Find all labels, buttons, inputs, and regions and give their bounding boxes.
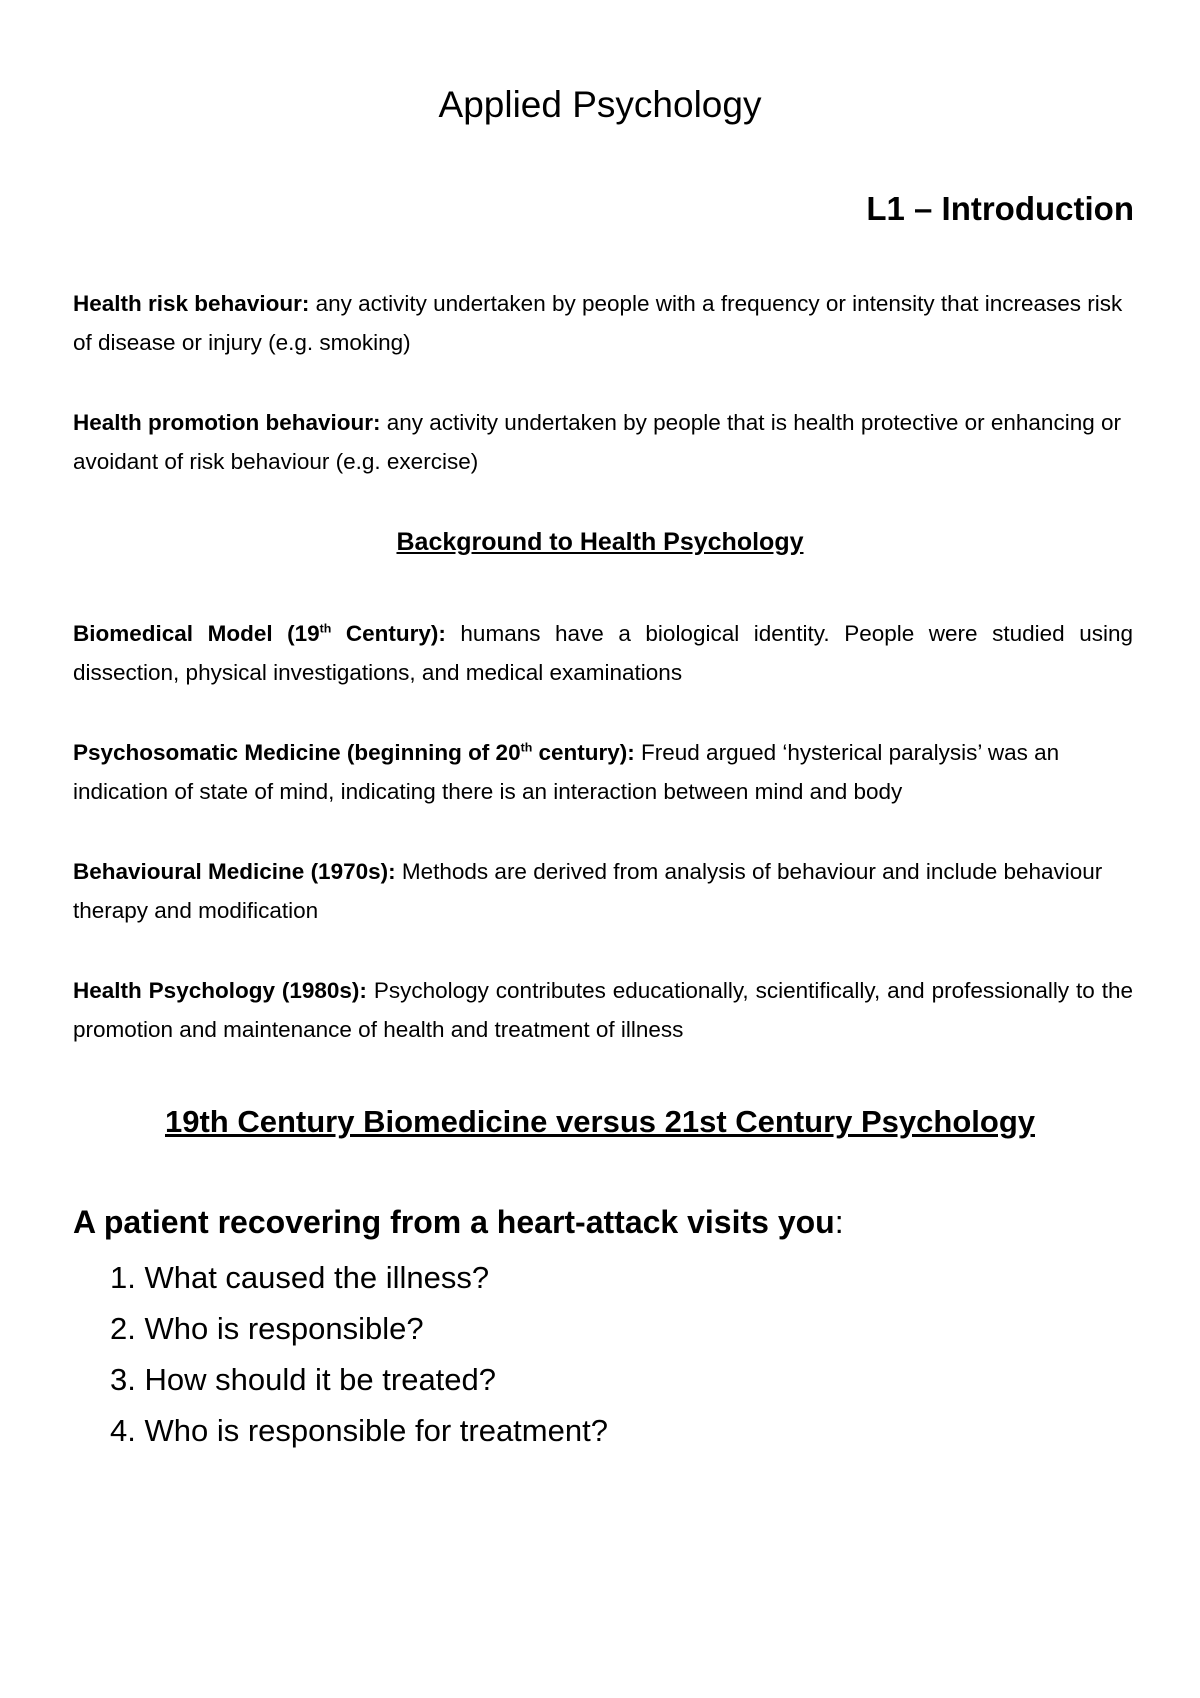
lecture-heading: L1 – Introduction [866, 190, 1134, 227]
question-list [110, 1252, 608, 1456]
patient-question-heading: A patient recovering from a heart-attack visits you: [73, 1204, 844, 1240]
definition-health-risk [73, 284, 1133, 362]
behavioural-medicine-paragraph [73, 852, 1133, 930]
health-psychology-paragraph [73, 971, 1133, 1049]
list-item: 1. What caused the illness? [110, 1260, 490, 1295]
psychosomatic-medicine-term: Psychosomatic Medicine (beginning of 20th century): [73, 740, 635, 765]
comparison-heading: 19th Century Biomedicine versus 21st Century Psychology [165, 1104, 1035, 1139]
biomedical-model-text: humans have a biological identity. People were studied using dissection, physical investigations, and medical examinations [73, 621, 1134, 685]
biomedical-model-term: Biomedical Model (19th Century): [73, 621, 446, 646]
definition-term: Health promotion behaviour: [73, 410, 381, 435]
psychosomatic-medicine-text: Freud argued ‘hysterical paralysis’ was an indication of state of mind, indicating there is an interaction between mind and body [73, 740, 1060, 804]
behavioural-medicine-text: Methods are derived from analysis of behaviour and include behaviour therapy and modification [73, 859, 1103, 923]
biomedical-model-paragraph [73, 614, 1133, 692]
definition-term: Health risk behaviour: [73, 291, 310, 316]
health-psychology-term: Health Psychology (1980s): [73, 978, 367, 1003]
list-item: 3. How should it be treated? [110, 1362, 497, 1397]
definition-text: any activity undertaken by people that is health protective or enhancing or avoidant of risk behaviour (e.g. exercise) [73, 410, 1121, 474]
behavioural-medicine-term: Behavioural Medicine (1970s): [73, 859, 396, 884]
document-title: Applied Psychology [438, 84, 762, 125]
definition-health-promotion [73, 403, 1133, 481]
list-item: 4. Who is responsible for treatment? [110, 1413, 608, 1448]
health-psychology-text: Psychology contributes educationally, scientifically, and professionally to the promotion and maintenance of health and treatment of illness [73, 978, 1133, 1042]
background-heading: Background to Health Psychology [396, 528, 804, 556]
definition-text: any activity undertaken by people with a frequency or intensity that increases risk of disease or injury (e.g. smoking) [73, 291, 1123, 355]
psychosomatic-medicine-paragraph [73, 733, 1133, 811]
list-item: 2. Who is responsible? [110, 1311, 424, 1346]
